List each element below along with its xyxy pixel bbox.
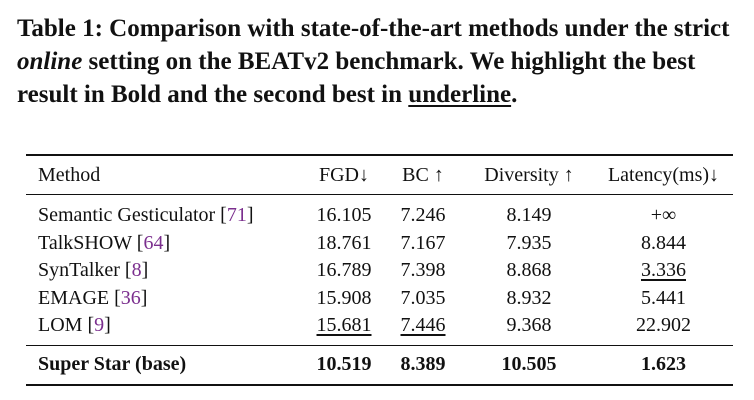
- ours-bc: 8.389: [382, 345, 464, 385]
- method-cell: SynTalker [8]: [38, 259, 149, 282]
- table-row: [26, 257, 733, 285]
- method-cell: EMAGE [36]: [38, 286, 148, 309]
- citation-link[interactable]: 8: [131, 259, 142, 282]
- ours-fgd: 10.519: [306, 345, 382, 385]
- second-best-fgd: 15.681: [316, 314, 372, 337]
- header-fgd: FGD↓: [306, 155, 382, 195]
- citation-link[interactable]: 36: [120, 286, 141, 309]
- latency-cell: 8.844: [641, 231, 686, 254]
- diversity-cell: 9.368: [506, 314, 552, 337]
- comparison-table: [26, 154, 733, 386]
- table-body: [26, 195, 733, 346]
- diversity-cell: 8.149: [506, 204, 552, 227]
- table-row: [26, 195, 733, 230]
- second-best-latency: 3.336: [641, 259, 686, 282]
- fgd-cell: 16.789: [316, 259, 372, 282]
- bc-cell: 7.246: [400, 204, 446, 227]
- caption-end: .: [511, 81, 518, 108]
- latency-cell: [594, 257, 733, 285]
- caption-underlined-word: underline: [408, 81, 512, 108]
- citation-link[interactable]: 9: [94, 314, 105, 337]
- header-method: Method: [26, 155, 306, 195]
- bc-cell: 7.167: [400, 231, 446, 254]
- latency-cell: +∞: [650, 204, 677, 227]
- caption-italic-word: online: [17, 48, 83, 75]
- method-name: EMAGE: [38, 286, 115, 309]
- caption-middle: setting on the BEATv2 benchmark. We highlight the best result in Bold and the second best in: [17, 48, 696, 108]
- table-header: [26, 155, 733, 195]
- diversity-cell: 8.868: [506, 259, 552, 282]
- header-diversity: Diversity ↑: [464, 155, 594, 195]
- table-footer: [26, 345, 733, 385]
- bc-cell: [382, 312, 464, 345]
- table-caption: [17, 12, 747, 111]
- second-best-bc: 7.446: [400, 314, 446, 337]
- diversity-cell: 8.932: [506, 286, 552, 309]
- comparison-table-container: [26, 154, 733, 386]
- table-row: [26, 230, 733, 258]
- method-name: Semantic Gesticulator: [38, 204, 221, 227]
- citation-link[interactable]: 71: [226, 204, 247, 227]
- latency-cell: 22.902: [636, 314, 691, 337]
- diversity-cell: 7.935: [506, 231, 552, 254]
- method-name: SynTalker: [38, 259, 125, 282]
- latency-cell: 5.441: [641, 286, 686, 309]
- ours-row: [26, 345, 733, 385]
- fgd-cell: 18.761: [316, 231, 372, 254]
- method-cell: TalkSHOW [64]: [38, 231, 171, 254]
- bc-cell: 7.035: [400, 286, 446, 309]
- table-row: [26, 312, 733, 345]
- method-cell: LOM [9]: [38, 314, 111, 337]
- ours-diversity: 10.505: [464, 345, 594, 385]
- fgd-cell: 15.908: [316, 286, 372, 309]
- header-bc: BC ↑: [382, 155, 464, 195]
- method-cell: Semantic Gesticulator [71]: [38, 204, 254, 227]
- citation-link[interactable]: 64: [143, 231, 164, 254]
- header-row: [26, 155, 733, 195]
- ours-latency: 1.623: [594, 345, 733, 385]
- header-latency: Latency(ms)↓: [594, 155, 733, 195]
- fgd-cell: [306, 312, 382, 345]
- method-name: TalkSHOW: [38, 231, 137, 254]
- ours-method-name: Super Star (base): [26, 345, 306, 385]
- method-name: LOM: [38, 314, 88, 337]
- table-row: [26, 285, 733, 313]
- fgd-cell: 16.105: [316, 204, 372, 227]
- caption-lead: Table 1: Comparison with state-of-the-art methods under the strict: [17, 15, 730, 42]
- bc-cell: 7.398: [400, 259, 446, 282]
